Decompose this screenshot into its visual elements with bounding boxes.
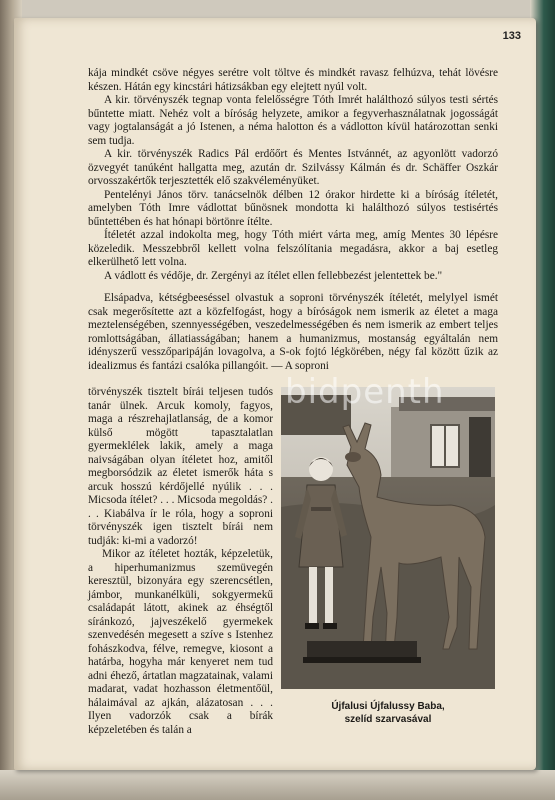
paragraph: A kir. törvényszék Radics Pál erdőőrt és Mentes Istvánnét, az agyonlött vadorzó özvegyét tanúként hallgatta meg, azután dr. Szilvássy Kálmán és dr. Schäffer Oszkár orvosszakértők terjesztették elő szakvéleményüket. (88, 148, 498, 187)
paragraph: törvényszék tisztelt bírái teljesen tudós tanár ülnek. Arcuk komoly, fagyos, maga a részrehajlatlanság, de a komor külső mögött tapasztalatlan gyermeklélek lakik, amely a maga naivságában olyan ítéletet hoz, amitől megborsódzik az életet ismerők háta s arcuk hosszú kérdőjellé nyúlik . . . Micsoda ítélet? . . . Micsoda megoldás? . . . Kiabálva ír le róla, hogy a soproni törvényszék igen tisztelt bírái nem tudják: ki-mi a vadorzó! (88, 386, 273, 547)
caption-line-2: szelíd szarvasával (344, 714, 432, 725)
photo-girl-with-deer (281, 387, 495, 689)
paragraph: A vádlott és védője, dr. Zergényi az ítélet ellen fellebbezést jelentettek be." (104, 269, 443, 282)
paragraph: Mikor az ítéletet hozták, képzeletük, a hiperhumanizmus szemüvegén keresztül, bizonyára egy szerencsétlen, jámbor, munkanélküli, sokgyermekű családapát látott, akinek az éhségtől síránkozó, jajveszékelő gyermekek szenvedésén megesett a szíve s Istenhez fohászkodva, félve, remegve, kiosont a határba, hogyha már kenyeret nem tud adni éhező, ártatlan magzatainak, valami madarat, vadat hozhasson életmentőül, hálaimával az ajkán, alázatosan . . . Ilyen vadorzók csak a bírák képzeletében és talán a (88, 548, 273, 736)
paragraph: kája mindkét csöve négyes serétre volt töltve és mindkét ravasz felhúzva, tehát lövésre készen. Hátán egy kincstári hátizsákban egy elejtett nyúl volt. (88, 67, 498, 93)
paragraph: Ítéletét azzal indokolta meg, hogy Tóth miért várta meg, amíg Mentes 30 lépésre közeledik. Messzebbről kellett volna felszólítania megadásra, akkor a baj esetleg elkerülhető lett volna. (88, 229, 498, 268)
text-block-top (88, 67, 498, 283)
photo-illustration (281, 387, 495, 689)
table-surface (0, 770, 555, 800)
watermark-text: bidpenth (285, 372, 445, 412)
photo-caption (281, 700, 495, 726)
caption-line-1: Újfalusi Újfalussy Baba, (331, 701, 445, 712)
paragraph: Elsápadva, kétségbeeséssel olvastuk a soproni törvényszék ítéletét, melylyel ismét csak megerősítette azt a közfelfogást, hogy a bíróságok nem ismerik az életet a maga meztelenségében, szennyességében, veszedelmességében és nem ismerik az embert teljes romlottságában, állatiasságában; hanem a humanizmus, mostanság egyáltalán nem idényszerű vesszőparipáján lovagolva, a S-ok fojtó légkörében, négy fal között űzik az idealizmus és fantázi csalóka pillangóit. — A soproni (88, 292, 498, 372)
text-column-left (88, 386, 273, 737)
page-number: 133 (502, 30, 521, 42)
paragraph: A kir. törvényszék tegnap vonta felelősségre Tóth Imrét halálthozó súlyos testi sértés bűntette miatt. Nehéz volt a bíróság helyzete, amikor a fegyverhasználatnak jogosságát vagy jogtalanságát a jó Istenen, a néma halotton és a vádlotton kívül határozottan senki sem tudja. (88, 94, 498, 147)
text-block-middle (88, 292, 498, 373)
paragraph: Pentelényi János törv. tanácselnök délben 12 órakor hirdette ki a bíróság ítéletét, amelyben Tóth Imre vádlottat bűnösnek mondotta ki halálthozó súlyos testisértés bűntettében és hat hónapi börtönre ítélte. (88, 188, 498, 228)
